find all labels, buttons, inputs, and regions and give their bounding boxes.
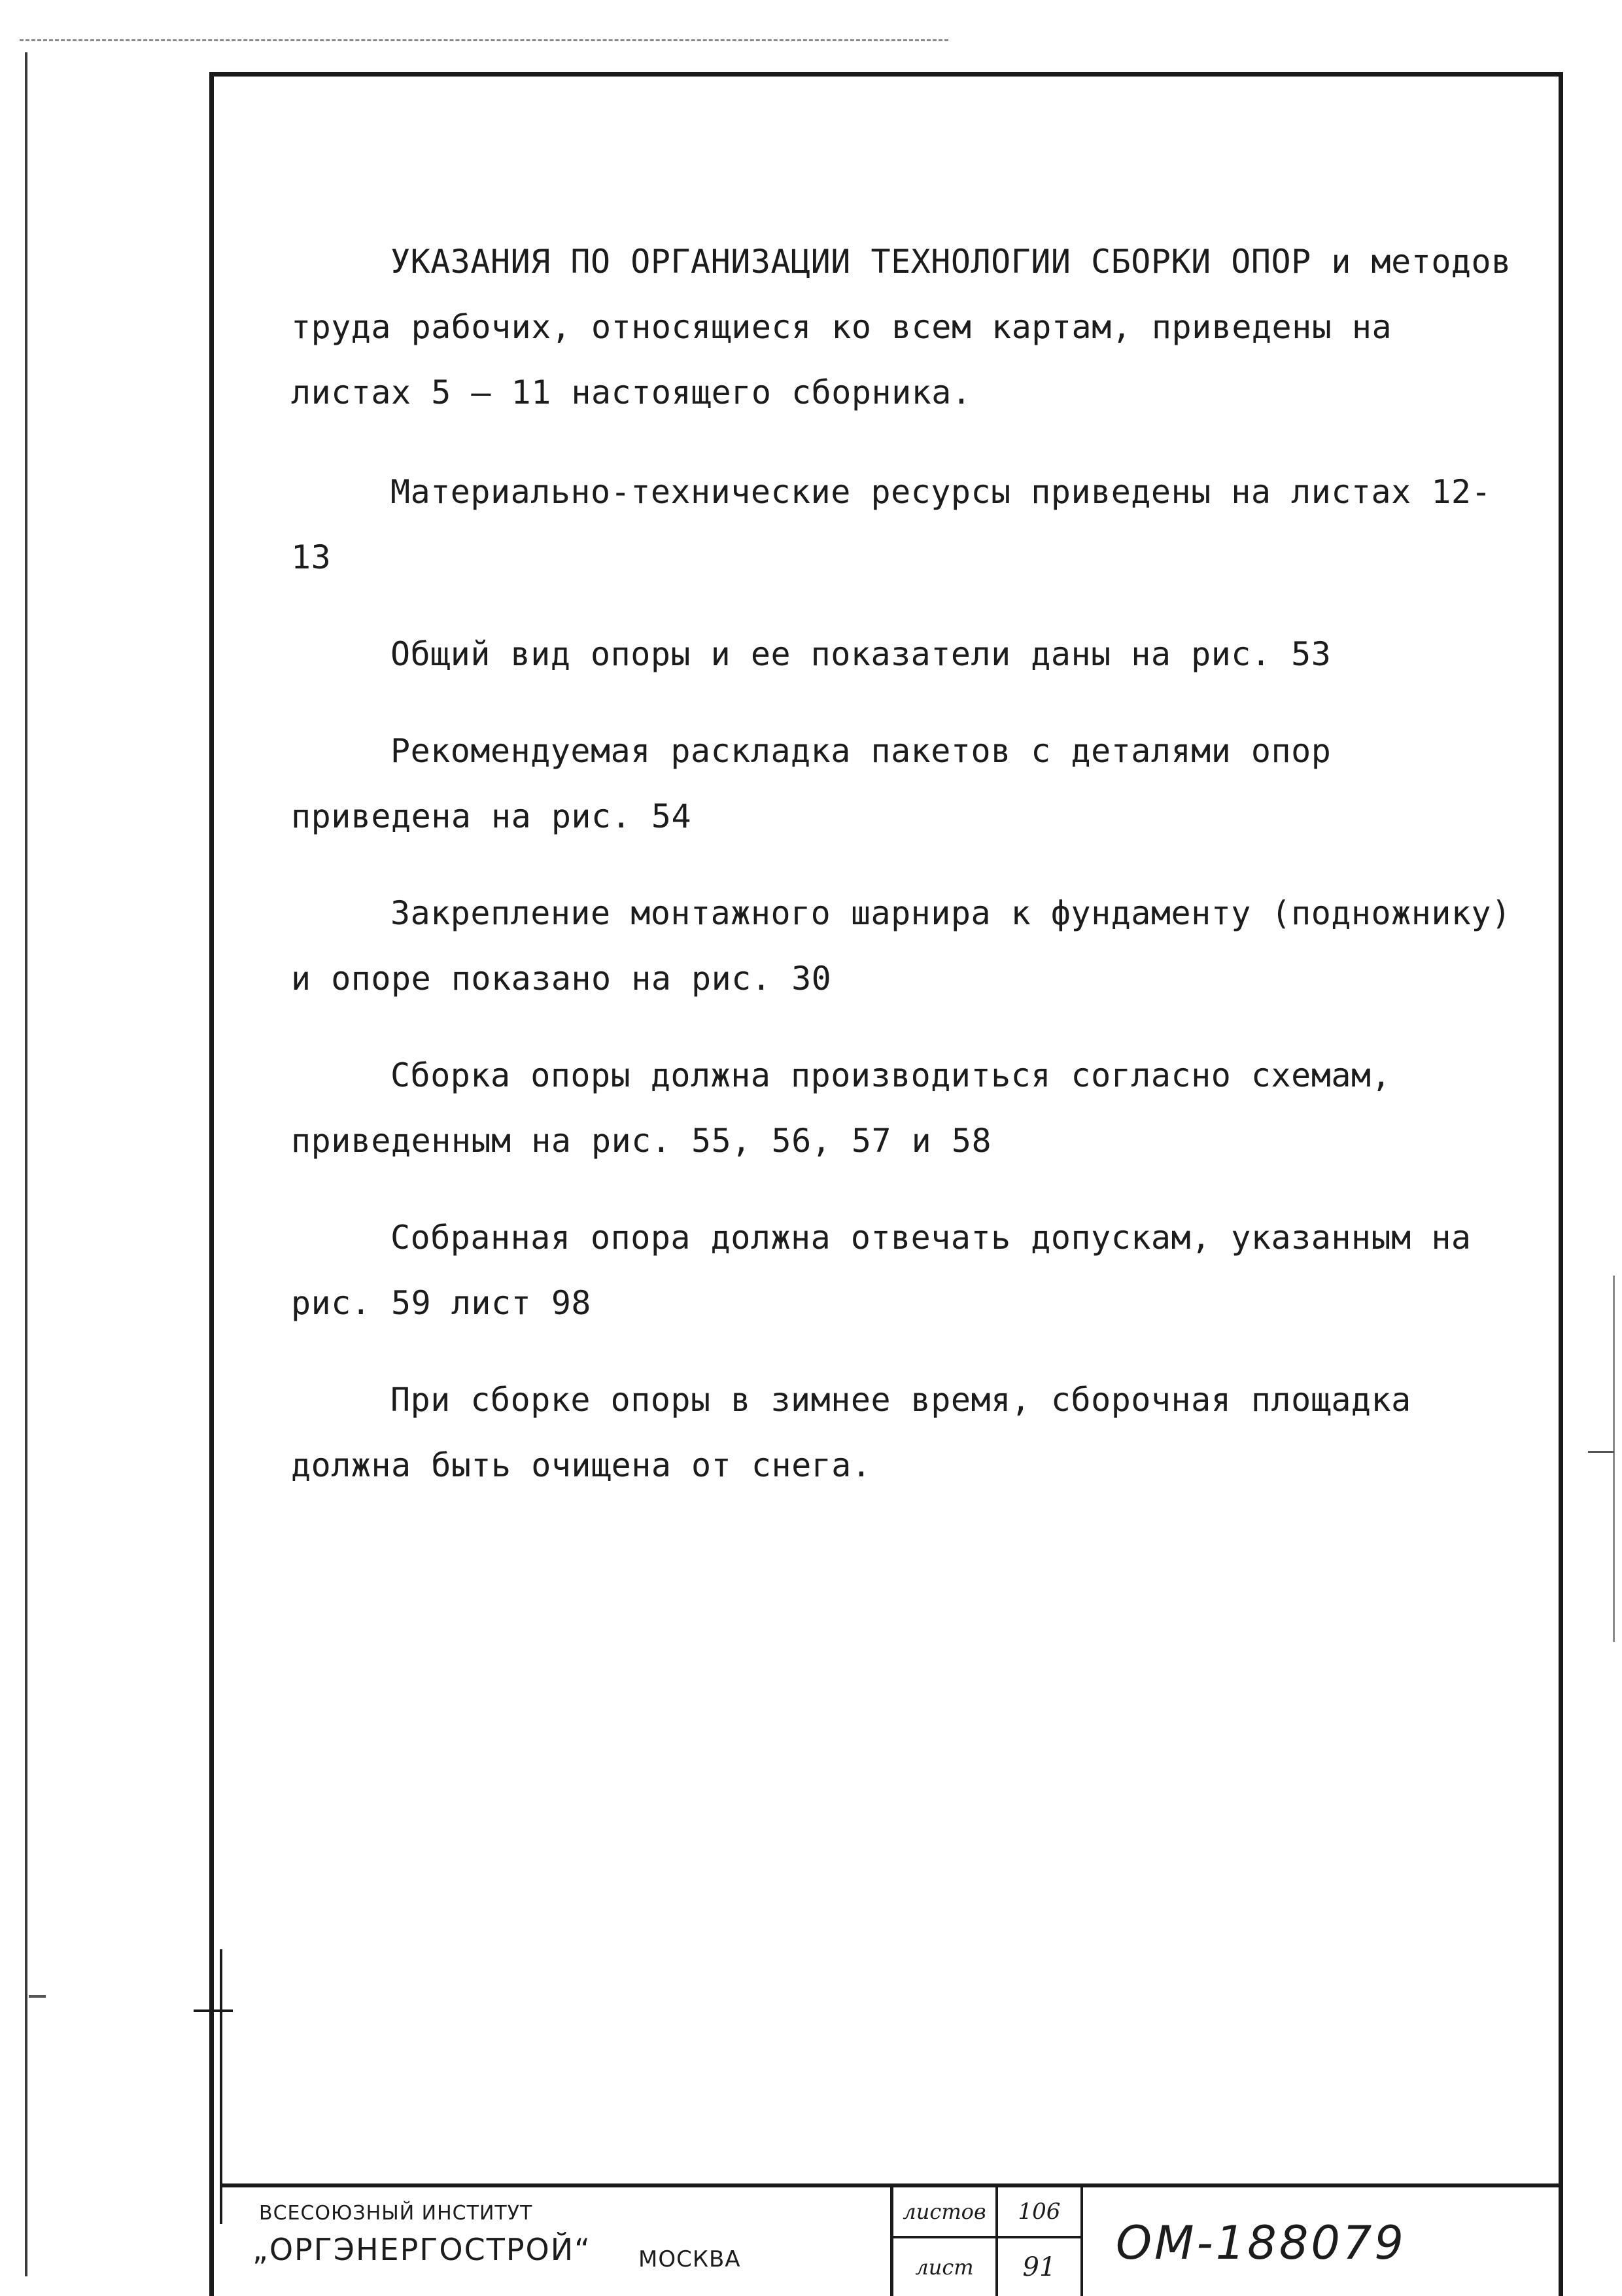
paragraph: Собранная опора должна отвечать допускам, указанным на рис. 59 лист 98 xyxy=(291,1219,1472,1322)
paragraph: Сборка опоры должна производиться согласно схемам, приведенным на рис. 55, 56, 57 и 58 xyxy=(291,1056,1392,1160)
binding-line xyxy=(220,1949,222,2224)
institute-city: МОСКВА xyxy=(638,2246,741,2272)
binding-tick xyxy=(194,2009,233,2012)
title-block xyxy=(220,2183,1563,2296)
paragraph: Материально-технические ресурсы приведены на листах 12-13 xyxy=(291,473,1492,576)
document-code: ОМ-188079 xyxy=(1116,2216,1406,2270)
scan-mark xyxy=(1588,1451,1614,1453)
sheet-number-value: 91 xyxy=(998,2238,1083,2296)
paragraph: При сборке опоры в зимнее время, сборочная площадка должна быть очищена от снега. xyxy=(291,1381,1411,1484)
institute-name: „ОРГЭНЕРГОСТРОЙ“ xyxy=(252,2232,592,2267)
scan-edge-right xyxy=(1613,1276,1615,1642)
sheet-number-label: лист xyxy=(893,2238,998,2296)
scan-edge-left xyxy=(25,52,27,2276)
paragraph: УКАЗАНИЯ ПО ОРГАНИЗАЦИИ ТЕХНОЛОГИИ СБОРКИ ОПОР и методов труда рабочих, относящиеся ко всем картам, приведены на листах 5 – 11 настоящего сборника. xyxy=(291,243,1511,411)
scan-mark xyxy=(29,1995,46,1998)
institute-type: ВСЕСОЮЗНЫЙ ИНСТИТУТ xyxy=(259,2202,533,2225)
sheets-total-label: листов xyxy=(893,2187,998,2238)
sheets-total-value: 106 xyxy=(998,2187,1083,2238)
paragraph: Закрепление монтажного шарнира к фундаменту (подножнику) и опоре показано на рис. 30 xyxy=(291,894,1511,998)
institute-cell xyxy=(220,2187,893,2296)
scan-edge-top xyxy=(20,39,948,41)
document-body xyxy=(291,229,1527,1529)
paragraph: Общий вид опоры и ее показатели даны на рис. 53 xyxy=(390,635,1332,673)
paragraph: Рекомендуемая раскладка пакетов с деталями опор приведена на рис. 54 xyxy=(291,732,1332,835)
